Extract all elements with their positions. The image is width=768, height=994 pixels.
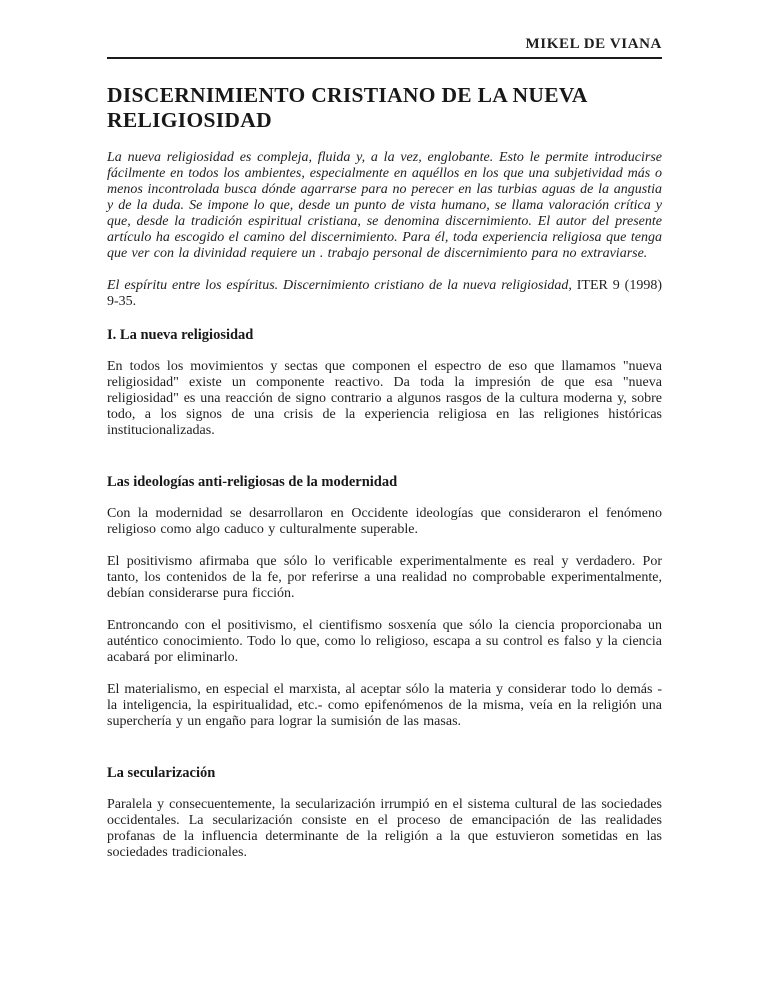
article-title: DISCERNIMIENTO CRISTIANO DE LA NUEVA RELIGIOSIDAD xyxy=(107,83,587,132)
running-head xyxy=(107,36,662,59)
citation-source-reference: ITER 9 (1998) 9-35. xyxy=(107,278,662,309)
abstract-paragraph: La nueva religiosidad es compleja, fluida y, a la vez, englobante. Esto le permite introducirse fácilmente en todos los ambientes, especialmente en aquéllos en los que una subjetividad más o menos incontrolada busca dónde agarrarse para no perecer en las turbias aguas de la angustia y de la duda. Se impone lo que, desde un punto de vista humano, se llama valoración crítica y que, desde la tradición espiritual cristiana, se denomina discernimiento. El autor del presente artículo ha escogido el camino del discernimiento. Para él, toda experiencia religiosa que tenga que ver con la divinidad requiere un . trabajo personal de discernimiento para no extraviarse. xyxy=(107,150,662,261)
body-paragraph-new-religiosity: En todos los movimientos y sectas que componen el espectro de eso que llamamos "nueva religiosidad" existe un componente reactivo. Da toda la impresión de que esa "nueva religiosidad" es una reacción de signo contrario a algunos rasgos de la cultura moderna y, sobre todo, a los signos de una crisis de la experiencia religiosa en las religiones históricas institucionalizadas. xyxy=(107,359,662,438)
citation-line xyxy=(107,278,662,310)
subsection-heading-secularization: La secularización xyxy=(107,765,216,781)
subsection-heading-anti-religious-ideologies: Las ideologías anti-religiosas de la modernidad xyxy=(107,474,398,490)
body-paragraph-materialism: El materialismo, en especial el marxista, al aceptar sólo la materia y considerar todo lo demás -la inteligencia, la espiritualidad, etc.- como epifenómenos de la misma, veía en la religión una superchería y un engaño para lograr la sumisión de las masas. xyxy=(107,682,662,729)
body-paragraph-secularization: Paralela y consecuentemente, la secularización irrumpió en el sistema cultural de las sociedades occidentales. La secularización consiste en el proceso de emancipación de las realidades profanas de la influencia determinante de la religión a la que estuvieron sometidas en las sociedades tradicionales. xyxy=(107,797,662,860)
citation-italic-title: El espíritu entre los espíritus. Discernimiento cristiano de la nueva religiosidad, xyxy=(107,278,572,293)
body-paragraph-positivism: El positivismo afirmaba que sólo lo verificable experimentalmente es real y verdadero. Por tanto, los contenidos de la fe, por referirse a una realidad no comprobable experimentalmente, debían considerarse pura ficción. xyxy=(107,554,662,601)
body-paragraph-modernity: Con la modernidad se desarrollaron en Occidente ideologías que consideraron el fenómeno religioso como algo caduco y culturalmente superable. xyxy=(107,506,662,537)
running-head-author: MIKEL DE VIANA xyxy=(525,36,662,52)
body-paragraph-scientism: Entroncando con el positivismo, el cientifismo sosxenía que sólo la ciencia proporcionaba un auténtico conocimiento. Todo lo que, como lo religioso, escapa a su control es falso y la ciencia acabará por eliminarlo. xyxy=(107,618,662,665)
section-heading-new-religiosity: I. La nueva religiosidad xyxy=(107,327,254,343)
